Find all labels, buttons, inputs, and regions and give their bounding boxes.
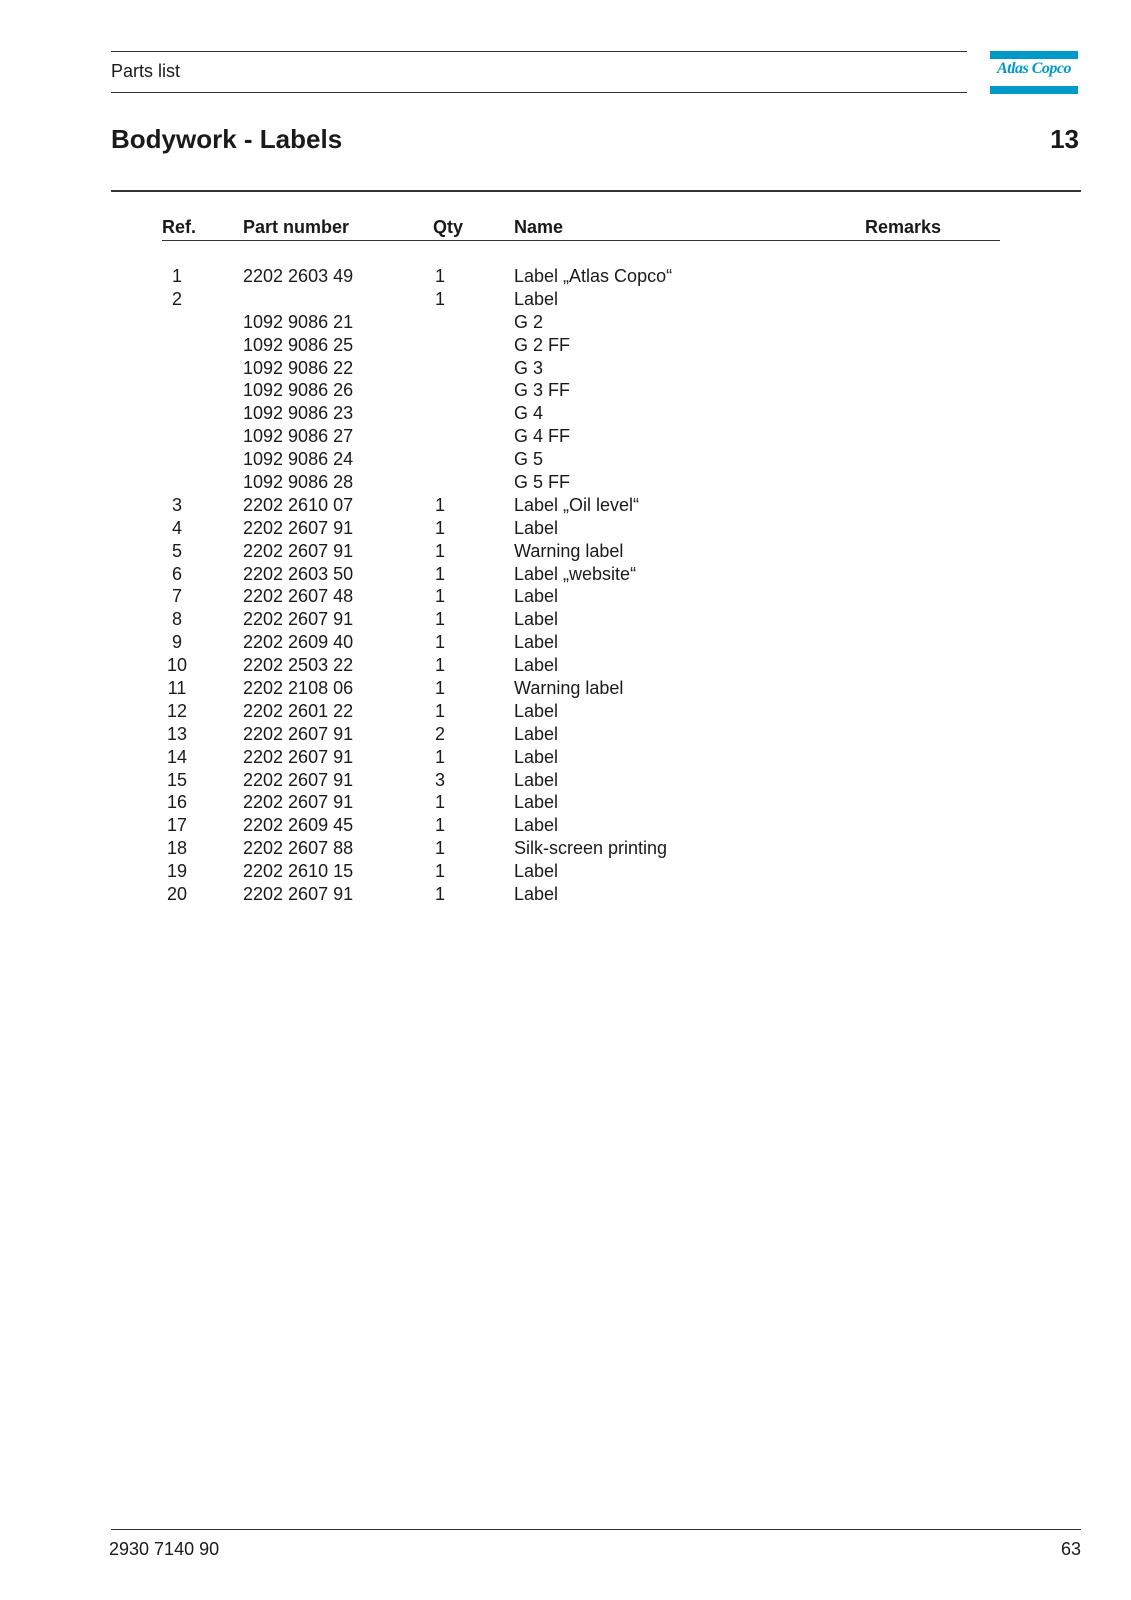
header-ref: Ref. [162, 217, 197, 237]
row-part-number: 2202 2607 48 [243, 586, 354, 607]
logo-bar-bottom [990, 86, 1078, 94]
row-part-number: 2202 2607 88 [243, 838, 354, 859]
row-qty: 1 [434, 792, 445, 813]
row-qty: 1 [434, 746, 445, 767]
page-title: Bodywork - Labels [111, 124, 343, 154]
row-part-number: 2202 2607 91 [243, 517, 354, 538]
row-part-number: 2202 2607 91 [243, 769, 354, 790]
atlas-copco-logo [990, 51, 1078, 94]
row-qty: 1 [434, 815, 445, 836]
table-row [162, 609, 1000, 632]
table-row [162, 632, 1000, 655]
row-part-number: 2202 2607 91 [243, 609, 354, 630]
table-row [162, 586, 1000, 609]
footer-page-number: 63 [1060, 1539, 1081, 1559]
header-label: Parts list [111, 61, 181, 81]
table-header [162, 216, 1000, 241]
row-part-number: 2202 2610 07 [243, 494, 354, 515]
row-name: Label [514, 723, 559, 744]
row-part-number: 2202 2603 49 [243, 266, 354, 286]
table-row [162, 312, 1000, 335]
table-row [162, 770, 1000, 793]
row-ref: 11 [167, 678, 187, 699]
parts-table-body [162, 266, 1000, 907]
row-ref: 5 [171, 540, 182, 561]
row-part-number: 2202 2607 91 [243, 540, 354, 561]
row-name: G 2 FF [514, 334, 571, 355]
row-ref: 10 [166, 655, 188, 676]
row-part-number: 1092 9086 24 [243, 449, 354, 470]
row-name: Label [514, 609, 559, 630]
table-row [162, 564, 1000, 587]
table-row [162, 701, 1000, 724]
row-qty: 1 [434, 288, 445, 309]
table-row [162, 449, 1000, 472]
header-name: Name [514, 217, 564, 237]
row-ref: 2 [171, 288, 182, 309]
row-ref: 3 [171, 494, 182, 515]
row-part-number: 2202 2603 50 [243, 563, 354, 584]
table-row [162, 838, 1000, 861]
row-name: Warning label [514, 678, 624, 699]
row-ref: 19 [166, 861, 188, 882]
table-row [162, 495, 1000, 518]
table-row [162, 472, 1000, 495]
row-part-number: 1092 9086 26 [243, 380, 354, 401]
row-part-number: 1092 9086 21 [243, 311, 354, 332]
table-row [162, 792, 1000, 815]
header-qty: Qty [433, 217, 464, 237]
header-top-rule [111, 51, 967, 52]
row-name: G 3 FF [514, 380, 571, 401]
row-name: Label [514, 861, 559, 882]
row-qty: 3 [434, 769, 445, 790]
table-row [162, 861, 1000, 884]
row-ref: 6 [171, 563, 182, 584]
table-row [162, 541, 1000, 564]
row-ref: 16 [166, 792, 188, 813]
row-name: G 4 FF [514, 426, 571, 447]
row-ref: 9 [171, 632, 182, 653]
table-row [162, 518, 1000, 541]
row-qty: 2 [434, 723, 445, 744]
table-row [162, 335, 1000, 358]
row-name: Label [514, 632, 559, 653]
row-qty: 1 [434, 884, 445, 905]
row-ref: 13 [166, 723, 188, 744]
row-part-number: 1092 9086 25 [243, 334, 354, 355]
row-qty: 1 [434, 838, 445, 859]
row-ref: 1 [171, 266, 182, 286]
row-name: Silk-screen printing [514, 838, 668, 859]
row-name: G 4 [514, 403, 544, 424]
row-qty: 1 [434, 700, 445, 721]
row-part-number: 2202 2609 45 [243, 815, 354, 836]
row-qty: 1 [434, 540, 445, 561]
row-name: Warning label [514, 540, 624, 561]
row-part-number: 2202 2609 40 [243, 632, 354, 653]
table-row [162, 747, 1000, 770]
logo-text: Atlas Copco [996, 60, 1072, 77]
row-qty: 1 [434, 517, 445, 538]
row-part-number: 2202 2108 06 [243, 678, 354, 699]
row-name: Label [514, 792, 559, 813]
table-row [162, 266, 1000, 289]
table-row [162, 289, 1000, 312]
row-name: Label [514, 586, 559, 607]
row-qty: 1 [434, 632, 445, 653]
table-row [162, 724, 1000, 747]
logo-bar-top [990, 51, 1078, 59]
row-name: G 2 [514, 311, 544, 332]
row-ref: 12 [166, 700, 188, 721]
table-row [162, 358, 1000, 381]
table-row [162, 403, 1000, 426]
row-qty: 1 [434, 678, 445, 699]
table-row [162, 380, 1000, 403]
row-name: G 3 [514, 357, 544, 378]
row-part-number: 1092 9086 28 [243, 472, 354, 493]
row-name: Label „Atlas Copco“ [514, 266, 673, 286]
row-qty: 1 [434, 861, 445, 882]
row-name: G 5 [514, 449, 544, 470]
row-ref: 15 [166, 769, 188, 790]
footer-rule [111, 1529, 1081, 1530]
row-part-number: 1092 9086 27 [243, 426, 354, 447]
title-rule [111, 190, 1081, 192]
row-name: Label „website“ [514, 563, 637, 584]
table-row [162, 815, 1000, 838]
footer-doc-number: 2930 7140 90 [109, 1539, 220, 1559]
table-row [162, 884, 1000, 907]
row-name: Label [514, 746, 559, 767]
row-name: Label [514, 884, 559, 905]
row-part-number: 1092 9086 23 [243, 403, 354, 424]
header-remarks: Remarks [865, 217, 942, 237]
row-part-number: 2202 2607 91 [243, 792, 354, 813]
row-part-number: 1092 9086 22 [243, 357, 354, 378]
row-qty: 1 [434, 655, 445, 676]
row-name: Label [514, 815, 559, 836]
header-part-number: Part number [243, 217, 350, 237]
row-part-number: 2202 2610 15 [243, 861, 354, 882]
row-name: G 5 FF [514, 472, 571, 493]
row-name: Label [514, 655, 559, 676]
row-qty: 1 [434, 586, 445, 607]
row-part-number: 2202 2607 91 [243, 884, 354, 905]
row-name: Label „Oil level“ [514, 494, 640, 515]
row-qty: 1 [434, 266, 445, 286]
row-ref: 20 [166, 884, 188, 905]
header-bottom-rule [111, 92, 967, 93]
row-qty: 1 [434, 563, 445, 584]
row-ref: 17 [166, 815, 188, 836]
row-name: Label [514, 769, 559, 790]
section-number: 13 [1050, 124, 1079, 154]
row-qty: 1 [434, 494, 445, 515]
row-ref: 14 [166, 746, 188, 767]
row-part-number: 2202 2601 22 [243, 700, 354, 721]
row-part-number: 2202 2607 91 [243, 746, 354, 767]
row-ref: 7 [171, 586, 182, 607]
table-row [162, 426, 1000, 449]
row-ref: 8 [171, 609, 182, 630]
row-name: Label [514, 517, 559, 538]
table-row [162, 655, 1000, 678]
row-ref: 18 [166, 838, 188, 859]
row-ref: 4 [171, 517, 182, 538]
row-part-number: 2202 2607 91 [243, 723, 354, 744]
row-qty: 1 [434, 609, 445, 630]
row-part-number: 2202 2503 22 [243, 655, 354, 676]
row-name: Label [514, 288, 559, 309]
row-name: Label [514, 700, 559, 721]
table-row [162, 678, 1000, 701]
